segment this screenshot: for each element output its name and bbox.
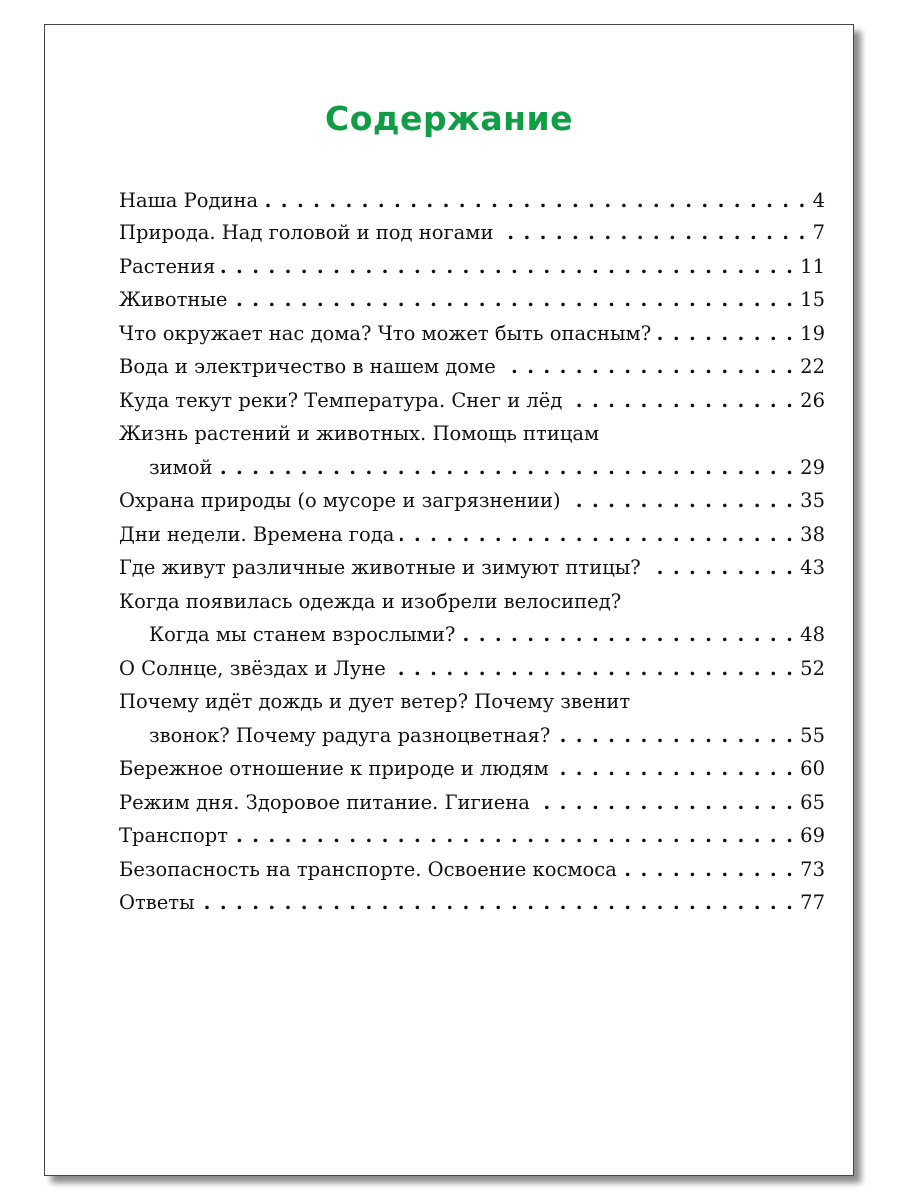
- dot-leader: [201, 886, 795, 920]
- toc-entry-page: 22: [800, 355, 825, 378]
- toc-entry-page: 4: [812, 189, 825, 212]
- toc-entry-page: 19: [800, 321, 825, 345]
- toc-entry[interactable]: [119, 786, 825, 820]
- toc-entry-title: Животные: [119, 288, 228, 311]
- toc-entry-page: 11: [800, 254, 825, 278]
- toc-entry-title: Растения: [119, 254, 216, 278]
- dot-leader: [400, 518, 794, 552]
- toc-entry-title: О Солнце, звёздах и Луне: [119, 656, 386, 680]
- dot-leader: [392, 652, 794, 686]
- toc-entry[interactable]: [119, 719, 825, 753]
- toc-entry-title: Почему идёт дождь и дует ветер? Почему звенит: [119, 690, 631, 713]
- toc-entry-title: Где живут различные животные и зимуют птицы?: [119, 556, 641, 579]
- table-of-contents: [119, 185, 825, 920]
- toc-entry-title-continued: Когда мы станем взрослыми?: [149, 623, 456, 646]
- toc-entry-first-line[interactable]: [119, 685, 825, 719]
- book-page: [44, 24, 854, 1176]
- toc-entry[interactable]: [119, 484, 825, 518]
- toc-entry-page: 77: [800, 891, 825, 914]
- dot-leader: [556, 719, 794, 753]
- dot-leader: [499, 216, 806, 250]
- dot-leader: [623, 853, 794, 887]
- toc-entry[interactable]: [119, 283, 825, 317]
- toc-entry-title: Что окружает нас дома? Что может быть опасным?: [119, 321, 652, 345]
- toc-entry-page: 38: [800, 522, 825, 546]
- toc-entry-page: 73: [800, 857, 825, 881]
- toc-entry-page: 35: [800, 489, 825, 512]
- toc-entry[interactable]: [119, 250, 825, 284]
- dot-leader: [221, 250, 794, 284]
- dot-leader: [555, 752, 794, 786]
- toc-entry-page: 55: [800, 723, 825, 747]
- toc-entry-title: Наша Родина: [119, 189, 259, 212]
- toc-entry[interactable]: [119, 451, 825, 485]
- toc-entry[interactable]: [119, 317, 825, 351]
- toc-entry-title: Жизнь растений и животных. Помощь птицам: [119, 422, 600, 445]
- toc-entry[interactable]: [119, 518, 825, 552]
- dot-leader: [264, 185, 807, 216]
- toc-entry-page: 65: [800, 790, 825, 814]
- toc-entry[interactable]: [119, 618, 825, 652]
- toc-entry[interactable]: [119, 652, 825, 686]
- toc-entry-first-line[interactable]: [119, 585, 825, 619]
- toc-entry-title: Природа. Над головой и под ногами: [119, 221, 494, 244]
- dot-leader: [233, 283, 794, 317]
- toc-entry-page: 7: [812, 221, 825, 244]
- toc-entry-page: 26: [800, 388, 825, 412]
- dot-leader: [502, 350, 794, 384]
- toc-entry-title: Когда появилась одежда и изобрели велосипед?: [119, 589, 622, 613]
- toc-entry[interactable]: [119, 853, 825, 887]
- dot-leader: [219, 451, 795, 485]
- toc-entry-first-line[interactable]: [119, 417, 825, 451]
- toc-entry[interactable]: [119, 819, 825, 853]
- toc-entry-page: 48: [800, 623, 825, 646]
- dot-leader: [234, 819, 794, 853]
- toc-entry[interactable]: [119, 551, 825, 585]
- toc-entry-page: 60: [800, 757, 825, 780]
- toc-entry-title: Дни недели. Времена года: [119, 522, 395, 546]
- toc-entry-title-continued: зимой: [149, 455, 213, 479]
- dot-leader: [568, 384, 794, 418]
- toc-entry-title: Куда текут реки? Температура. Снег и лёд: [119, 388, 563, 412]
- toc-entry[interactable]: [119, 350, 825, 384]
- dot-leader: [536, 786, 794, 820]
- toc-entry[interactable]: [119, 216, 825, 250]
- dot-leader: [461, 618, 794, 652]
- dot-leader: [657, 317, 794, 351]
- toc-entry[interactable]: [119, 185, 825, 216]
- toc-entry[interactable]: [119, 384, 825, 418]
- toc-entry-title: Ответы: [119, 891, 195, 914]
- toc-entry-title: Охрана природы (о мусоре и загрязнении): [119, 489, 561, 512]
- toc-entry-page: 15: [800, 288, 825, 311]
- toc-entry-title: Бережное отношение к природе и людям: [119, 757, 549, 780]
- toc-entry-page: 43: [800, 556, 825, 579]
- toc-entry-title: Режим дня. Здоровое питание. Гигиена: [119, 790, 530, 814]
- toc-entry-page: 52: [800, 656, 825, 680]
- toc-entry-page: 29: [800, 455, 825, 479]
- page-title: Содержание: [325, 99, 573, 138]
- toc-entry-title-continued: звонок? Почему радуга разноцветная?: [149, 723, 551, 747]
- toc-entry-page: 69: [800, 824, 825, 847]
- toc-entry[interactable]: [119, 886, 825, 920]
- toc-entry-title: Безопасность на транспорте. Освоение космоса: [119, 857, 617, 881]
- dot-leader: [647, 551, 794, 585]
- toc-entry-title: Вода и электричество в нашем доме: [119, 355, 496, 378]
- dot-leader: [567, 484, 795, 518]
- toc-entry-title: Транспорт: [119, 824, 229, 847]
- toc-entry[interactable]: [119, 752, 825, 786]
